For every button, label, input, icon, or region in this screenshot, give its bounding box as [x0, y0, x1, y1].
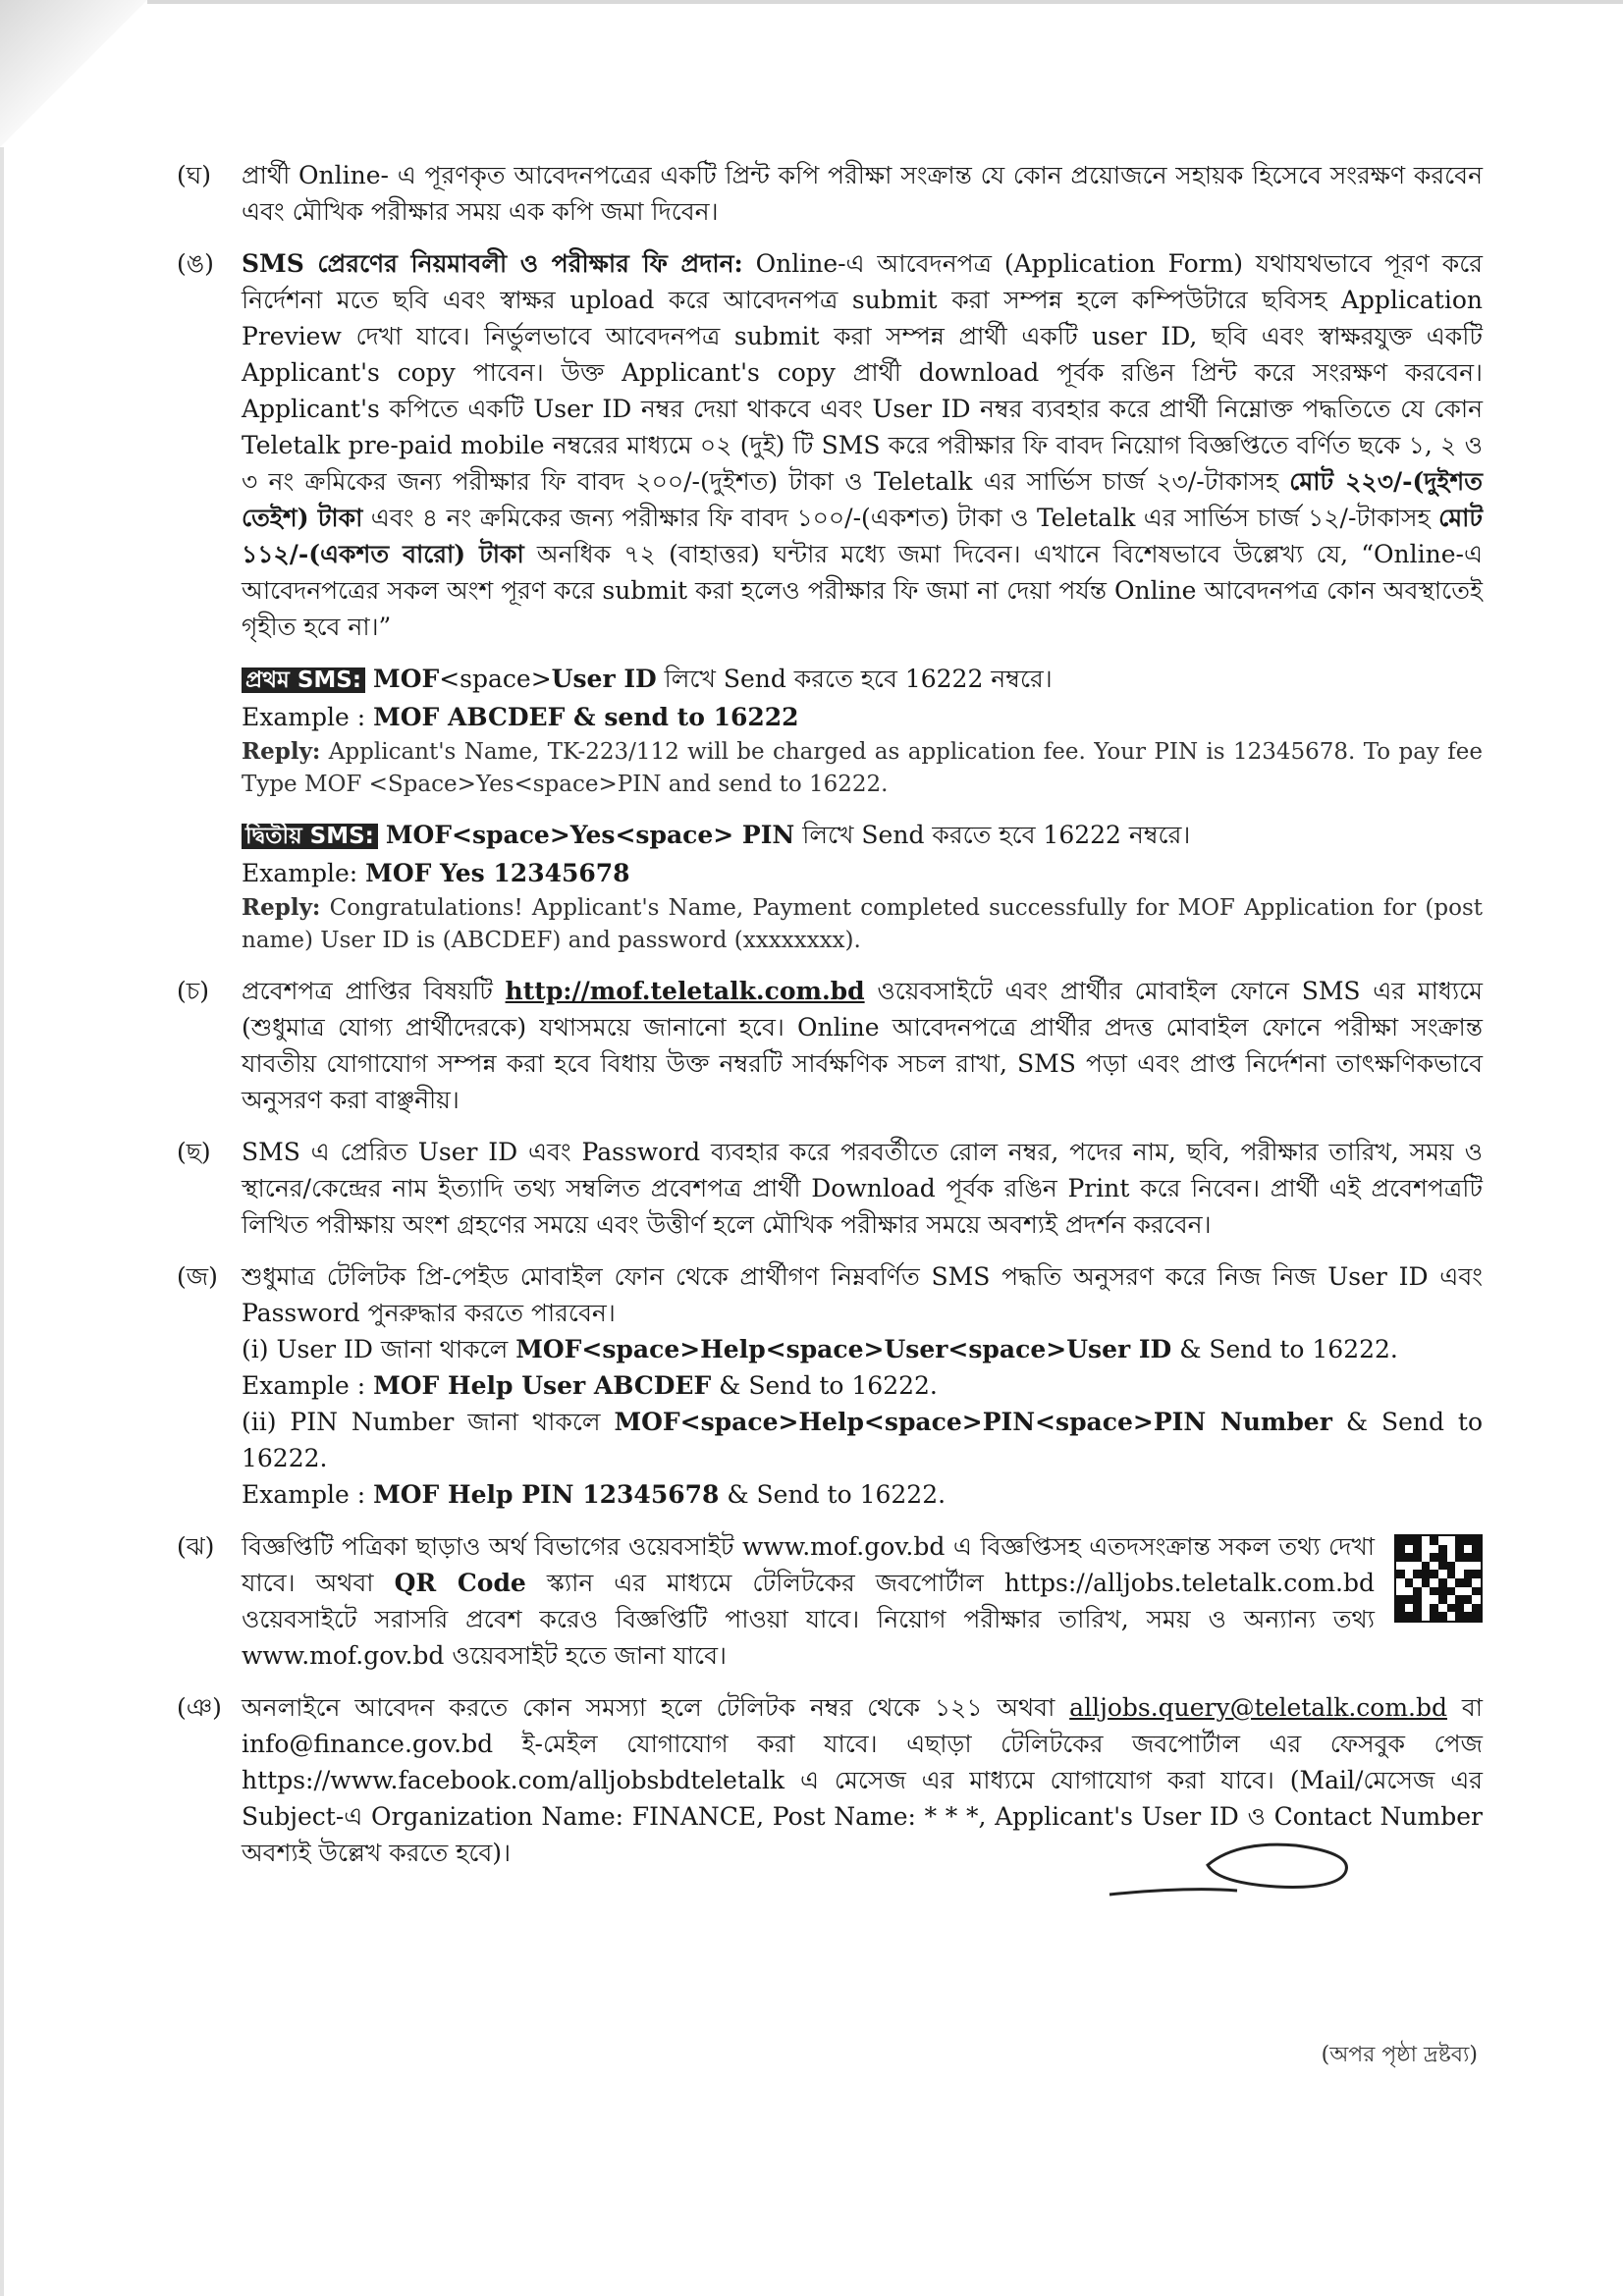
sms1-cmd-userid: User ID [551, 665, 657, 693]
paragraph-ja [177, 1258, 1483, 1513]
sms2-instruction [177, 817, 1483, 855]
recovery-i-suffix: & Send to 16222. [1179, 1335, 1398, 1363]
paragraph-text: SMS এ প্রেরিত User ID এবং Password ব্যবহার করে পরবর্তীতে রোল নম্বর, পদের নাম, ছবি, পরীক্ষার তারিখ, সময় ও স্থানের/কেন্দ্রের নাম ইত্যাদি তথ্য সম্বলিত প্রবেশপত্র প্রার্থী Download পূর্বক রঙিন Print করে নিবেন। প্রার্থী এই প্রবেশপত্রটি লিখিত পরীক্ষায় অংশ গ্রহণের সময়ে এবং উত্তীর্ণ হলে মৌখিক পরীক্ষার সময়ে অবশ্যই প্রদর্শন করবেন। [242, 1138, 1483, 1239]
paragraph-cha [177, 973, 1483, 1118]
page-top-edge [147, 0, 1623, 4]
sms2-label: দ্বিতীয় SMS: [242, 824, 378, 849]
recovery-i-ex-value: MOF Help User ABCDEF [373, 1371, 712, 1400]
sms1-reply [177, 735, 1483, 801]
paragraph-marker: (জ) [177, 1262, 218, 1291]
paragraph-marker: (ঞ) [177, 1693, 222, 1722]
paragraph-marker: (ঘ) [177, 161, 211, 189]
paragraph-marker: (ঙ) [177, 249, 214, 278]
fee-total-1: মোট ২২৩/-(দুইশত তেইশ) টাকা [242, 467, 1483, 532]
recovery-ii-cmd: MOF<space>Help<space>PIN<space>PIN Number [614, 1408, 1332, 1436]
recovery-ii-ex-value: MOF Help PIN 12345678 [373, 1480, 720, 1509]
folded-page-corner [0, 0, 147, 147]
paragraph-text: এবং ৪ নং ক্রমিকের জন্য পরীক্ষার ফি বাবদ ১০০/-(একশত) টাকা ও Teletalk এর সার্ভিস চার্জ ১২/-টাকাসহ [370, 504, 1431, 532]
paragraph-jha [177, 1528, 1483, 1674]
paragraph-text: বিজ্ঞপ্তিটি পত্রিকা ছাড়াও অর্থ বিভাগের ওয়েবসাইট www.mof.gov.bd এ বিজ্ঞপ্তিসহ এতদসংক্রান্ত সকল তথ্য দেখা যাবে। অথবা [242, 1532, 1375, 1597]
sms1-example-label: Example : [242, 703, 366, 731]
sms1-reply-text: Applicant's Name, TK-223/112 will be charged as application fee. Your PIN is 12345678. To pay fee Type MOF <Space>Yes<space>PIN and send to 16222. [242, 739, 1483, 797]
recovery-user-id-example [242, 1367, 1483, 1404]
recovery-i-ex-suffix: & Send to 16222. [719, 1371, 938, 1400]
recovery-i-ex-label: Example : [242, 1371, 366, 1400]
signature-icon [1100, 1826, 1394, 1924]
recovery-ii-ex-suffix: & Send to 16222. [727, 1480, 947, 1509]
recovery-i-cmd: MOF<space>Help<space>User<space>User ID [515, 1335, 1172, 1363]
fee-total-2: মোট ১১২/-(একশত বারো) টাকা [242, 504, 1484, 568]
sms1-cmd-space: <space> [439, 665, 552, 693]
recovery-pin [242, 1404, 1483, 1476]
paragraph-marker: (ঝ) [177, 1532, 215, 1561]
sms1-cmd-suffix: লিখে Send করতে হবে 16222 নম্বরে। [664, 665, 1053, 693]
paragraph-text: বা info@finance.gov.bd ই-মেইল যোগাযোগ করা যাবে। এছাড়া টেলিটকের জবপোর্টাল এর ফেসবুক পেজ https://www.facebook.com/alljobsbdteletalk এ মেসেজ এর মাধ্যমে যোগাযোগ করা যাবে। (Mail/মেসেজ এর Subject-এ Organization Name: FINANCE, Post Name: * * *, Applicant's User ID ও Contact Number অবশ্যই উল্লেখ করতে হবে)। [242, 1693, 1483, 1867]
paragraph-marker: (ছ) [177, 1138, 211, 1166]
paragraph-text: প্রার্থী Online- এ পূরণকৃত আবেদনপত্রের একটি প্রিন্ট কপি পরীক্ষা সংক্রান্ত যে কোন প্রয়োজনে সহায়ক হিসেবে সংরক্ষণ করবেন এবং মৌখিক পরীক্ষার সময় এক কপি জমা দিবেন। [242, 161, 1483, 226]
qr-code-icon[interactable] [1394, 1534, 1483, 1623]
recovery-pin-example [242, 1476, 1483, 1513]
paragraph-text: ওয়েবসাইটে এবং প্রার্থীর মোবাইল ফোনে SMS এর মাধ্যমে (শুধুমাত্র যোগ্য প্রার্থীদেরকে) যথাসময়ে জানানো হবে। Online আবেদনপত্রে প্রার্থীর প্রদত্ত মোবাইল ফোনে পরীক্ষা সংক্রান্ত যাবতীয় যোগাযোগ সম্পন্ন করা হবে বিধায় উক্ত নম্বরটি সার্বক্ষণিক সচল রাখা, SMS পড়া এবং প্রাপ্ত নির্দেশনা তাৎক্ষণিকভাবে অনুসরণ করা বাঞ্ছনীয়। [242, 977, 1484, 1114]
sms1-example-value: MOF ABCDEF & send to 16222 [373, 703, 799, 731]
sms2-reply-label: Reply: [242, 894, 321, 921]
sms2-example [177, 855, 1483, 891]
paragraph-text: স্ক্যান এর মাধ্যমে টেলিটকের জবপোর্টাল https://alljobs.teletalk.com.bd ওয়েবসাইটে সরাসরি প্রবেশ করেও বিজ্ঞপ্তিটি পাওয়া যাবে। নিয়োগ পরীক্ষার তারিখ, সময় ও অন্যান্য তথ্য www.mof.gov.bd ওয়েবসাইট হতে জানা যাবে। [242, 1569, 1375, 1670]
paragraph-text: শুধুমাত্র টেলিটক প্রি-পেইড মোবাইল ফোন থেকে প্রার্থীগণ নিম্নবর্ণিত SMS পদ্ধতি অনুসরণ করে নিজ নিজ User ID এবং Password পুনরুদ্ধার করতে পারবেন। [242, 1262, 1483, 1327]
page-left-edge [0, 147, 4, 2296]
sms2-cmd-suffix: লিখে Send করতে হবে 16222 নম্বরে। [802, 821, 1191, 849]
sms2-cmd: MOF<space>Yes<space> PIN [385, 821, 795, 849]
paragraph-heading: SMS প্রেরণের নিয়মাবলী ও পরীক্ষার ফি প্রদান: [242, 249, 743, 278]
sms1-cmd-mof: MOF [373, 665, 440, 693]
sms2-example-value: MOF Yes 12345678 [365, 859, 630, 887]
paragraph-gha [177, 157, 1483, 230]
recovery-user-id [242, 1331, 1483, 1367]
sms2-reply [177, 891, 1483, 957]
recovery-ii-prefix: (ii) PIN Number জানা থাকলে [242, 1408, 601, 1436]
sms1-instruction [177, 661, 1483, 699]
recovery-i-prefix: (i) User ID জানা থাকলে [242, 1335, 509, 1363]
sms1-label: প্রথম SMS: [242, 667, 365, 693]
qr-code-label: QR Code [394, 1569, 526, 1597]
paragraph-text: অনধিক ৭২ (বাহাত্তর) ঘন্টার মধ্যে জমা দিবেন। এখানে বিশেষভাবে উল্লেখ্য যে, “Online-এ আবেদনপত্রের সকল অংশ পূরণ করে submit করা হলেও পরীক্ষার ফি জমা না দেয়া পর্যন্ত Online আবেদনপত্র কোন অবস্থাতেই গৃহীত হবে না।” [242, 540, 1483, 641]
sms2-example-label: Example: [242, 859, 358, 887]
recovery-ii-suffix: & Send to 16222. [242, 1408, 1484, 1472]
sms1-example [177, 699, 1483, 735]
admit-card-link[interactable]: http://mof.teletalk.com.bd [505, 977, 865, 1005]
query-email-link[interactable]: alljobs.query@teletalk.com.bd [1069, 1693, 1448, 1722]
paragraph-chha [177, 1134, 1483, 1243]
paragraph-text: Online-এ আবেদনপত্র (Application Form) যথাযথভাবে পূরণ করে নির্দেশনা মতে ছবি এবং স্বাক্ষর upload করে আবেদনপত্র submit করা সম্পন্ন হলে কম্পিউটারে ছবিসহ Application Preview দেখা যাবে। নির্ভুলভাবে আবেদনপত্র submit করা সম্পন্ন প্রার্থী একটি user ID, ছবি এবং স্বাক্ষরযুক্ত একটি Applicant's copy পাবেন। উক্ত Applicant's copy প্রার্থী download পূর্বক রঙিন প্রিন্ট করে সংরক্ষণ করবেন। Applicant's কপিতে একটি User ID নম্বর দেয়া থাকবে এবং User ID নম্বর ব্যবহার করে প্রার্থী নিম্নোক্ত পদ্ধতিতে যে কোন Teletalk pre-paid mobile নম্বরের মাধ্যমে ০২ (দুই) টি SMS করে পরীক্ষার ফি বাবদ নিয়োগ বিজ্ঞপ্তিতে বর্ণিত ছকে ১, ২ ও ৩ নং ক্রমিকের জন্য পরীক্ষার ফি বাবদ ২০০/-(দুইশত) টাকা ও Teletalk এর সার্ভিস চার্জ ২৩/-টাকাসহ [242, 249, 1484, 496]
next-page-note: (অপর পৃষ্ঠা দ্রষ্টব্য) [1321, 2043, 1478, 2067]
sms1-reply-label: Reply: [242, 738, 321, 765]
paragraph-marker: (চ) [177, 977, 209, 1005]
sms2-reply-text: Congratulations! Applicant's Name, Payment completed successfully for MOF Application for (post name) User ID is (ABCDEF) and password (xxxxxxxx). [242, 895, 1483, 953]
paragraph-text: প্রবেশপত্র প্রাপ্তির বিষয়টি [242, 977, 493, 1005]
recovery-ii-ex-label: Example : [242, 1480, 366, 1509]
document-body [177, 157, 1483, 1887]
paragraph-umo [177, 245, 1483, 645]
paragraph-text: অনলাইনে আবেদন করতে কোন সমস্যা হলে টেলিটক নম্বর থেকে ১২১ অথবা [242, 1693, 1055, 1722]
